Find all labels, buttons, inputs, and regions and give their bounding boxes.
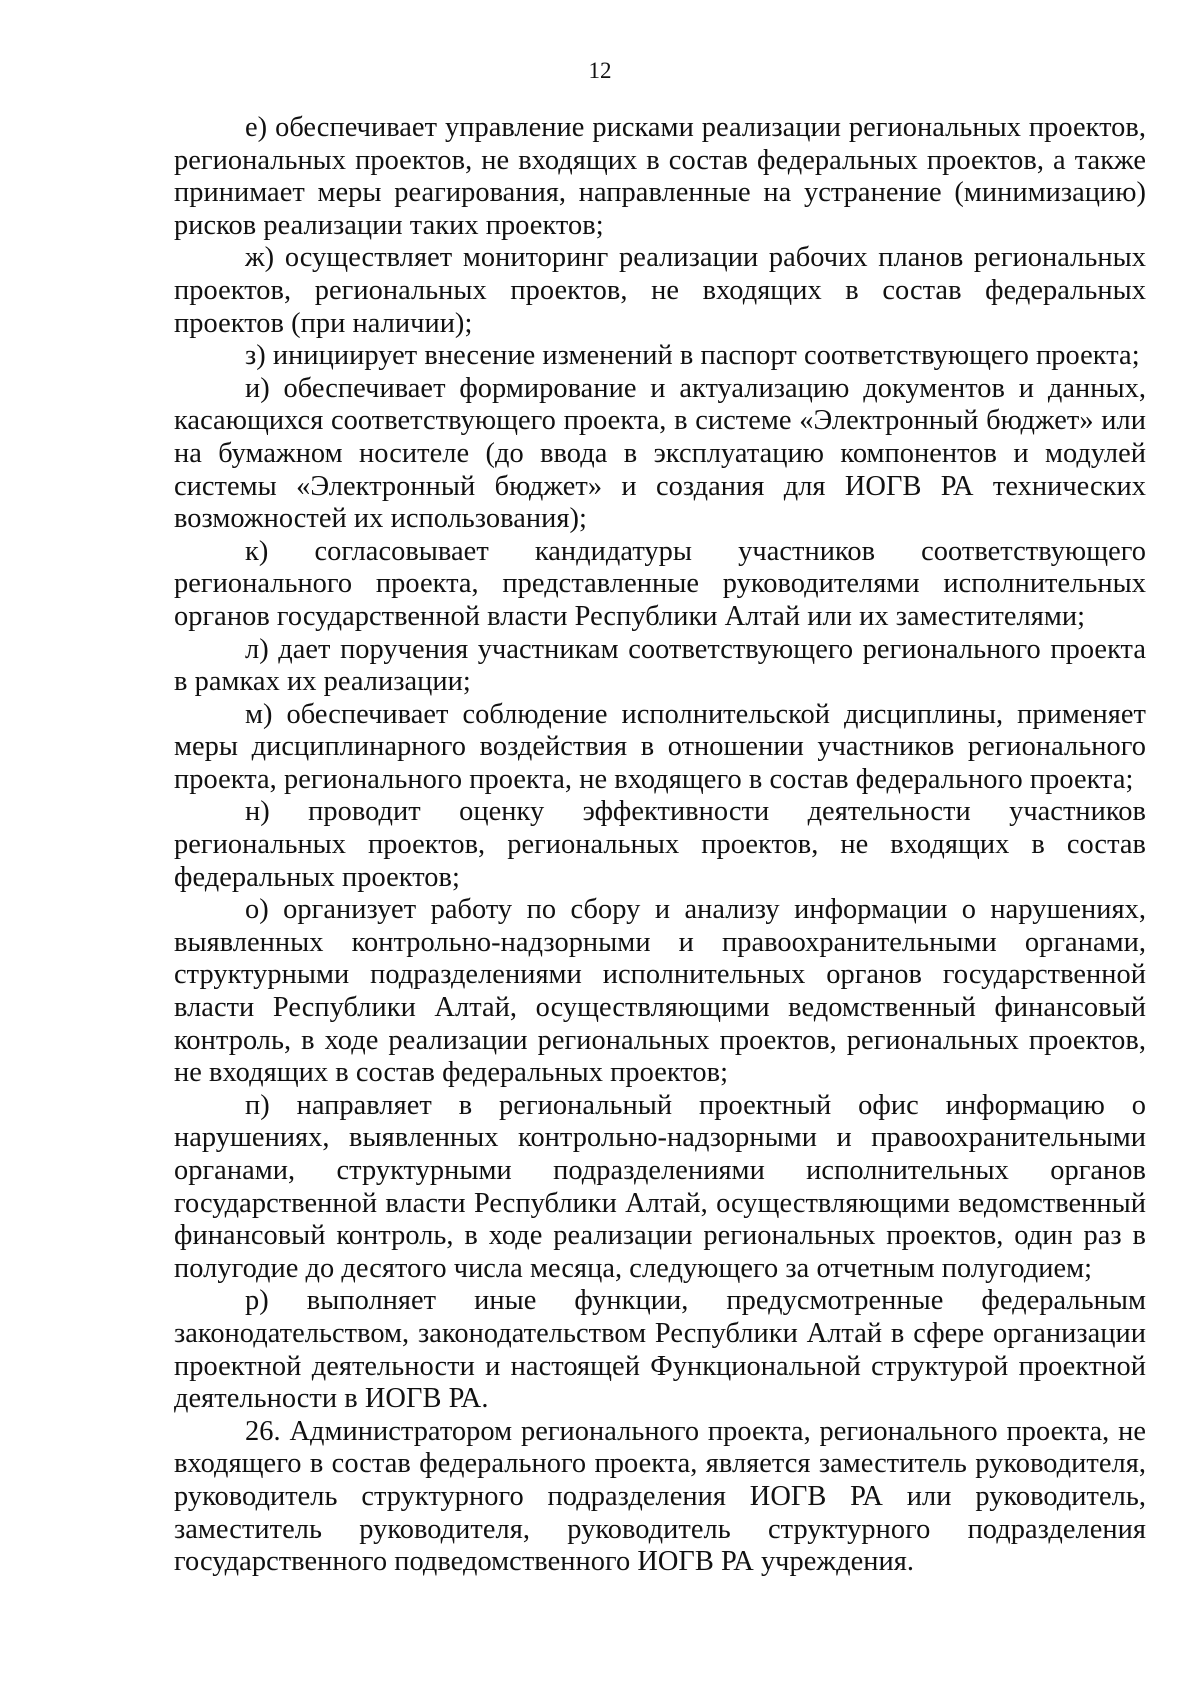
paragraph-item-p: п) направляет в региональный проектный офис информацию о нарушениях, выявленных контрольно-надзорными и правоохранительными органами, структурными подразделениями исполнительных органов государственной власти Республики Алтай, осуществляющими ведомственный финансовый контроль, в ходе реализации региональных проектов, один раз в полугодие до десятого числа месяца, следующего за отчетным полугодием; — [174, 1089, 1146, 1284]
paragraph-item-k: к) согласовывает кандидатуры участников соответствующего регионального проекта, представленные руководителями исполнительных органов государственной власти Республики Алтай или их заместителями; — [174, 535, 1146, 632]
paragraph-item-l: л) дает поручения участникам соответствующего регионального проекта в рамках их реализации; — [174, 633, 1146, 698]
paragraph-item-e: е) обеспечивает управление рисками реализации региональных проектов, региональных проектов, не входящих в состав федеральных проектов, а также принимает меры реагирования, направленные на устранение (минимизацию) рисков реализации таких проектов; — [174, 112, 1146, 241]
paragraph-item-m: м) обеспечивает соблюдение исполнительской дисциплины, применяет меры дисциплинарного воздействия в отношении участников регионального проекта, регионального проекта, не входящего в состав федерального проекта; — [174, 698, 1146, 795]
paragraph-item-z: з) инициирует внесение изменений в паспорт соответствующего проекта; — [245, 340, 1140, 372]
paragraph-section-26: 26. Администратором регионального проекта, регионального проекта, не входящего в состав федерального проекта, является заместитель руководителя, руководитель структурного подразделения ИОГВ РА или руководитель, заместитель руководителя, руководитель структурного подразделения государственного подведомственного ИОГВ РА учреждения. — [174, 1415, 1146, 1578]
paragraph-item-i: и) обеспечивает формирование и актуализацию документов и данных, касающихся соответствующего проекта, в системе «Электронный бюджет» или на бумажном носителе (до ввода в эксплуатацию компонентов и модулей системы «Электронный бюджет» и создания для ИОГВ РА технических возможностей их использования); — [174, 372, 1146, 535]
paragraph-item-zh: ж) осуществляет мониторинг реализации рабочих планов региональных проектов, региональных проектов, не входящих в состав федеральных проектов (при наличии); — [174, 242, 1146, 339]
page-number: 12 — [588, 58, 612, 83]
paragraph-item-r: р) выполняет иные функции, предусмотренные федеральным законодательством, законодательством Республики Алтай в сфере организации проектной деятельности и настоящей Функциональной структурой проектной деятельности в ИОГВ РА. — [174, 1285, 1146, 1415]
paragraph-item-o: о) организует работу по сбору и анализу информации о нарушениях, выявленных контрольно-надзорными и правоохранительными органами, структурными подразделениями исполнительных органов государственной власти Республики Алтай, осуществляющими ведомственный финансовый контроль, в ходе реализации региональных проектов, региональных проектов, не входящих в состав федеральных проектов; — [174, 894, 1146, 1089]
document-body — [174, 112, 1146, 1579]
paragraph-item-n: н) проводит оценку эффективности деятельности участников региональных проектов, региональных проектов, не входящих в состав федеральных проектов; — [174, 796, 1146, 893]
